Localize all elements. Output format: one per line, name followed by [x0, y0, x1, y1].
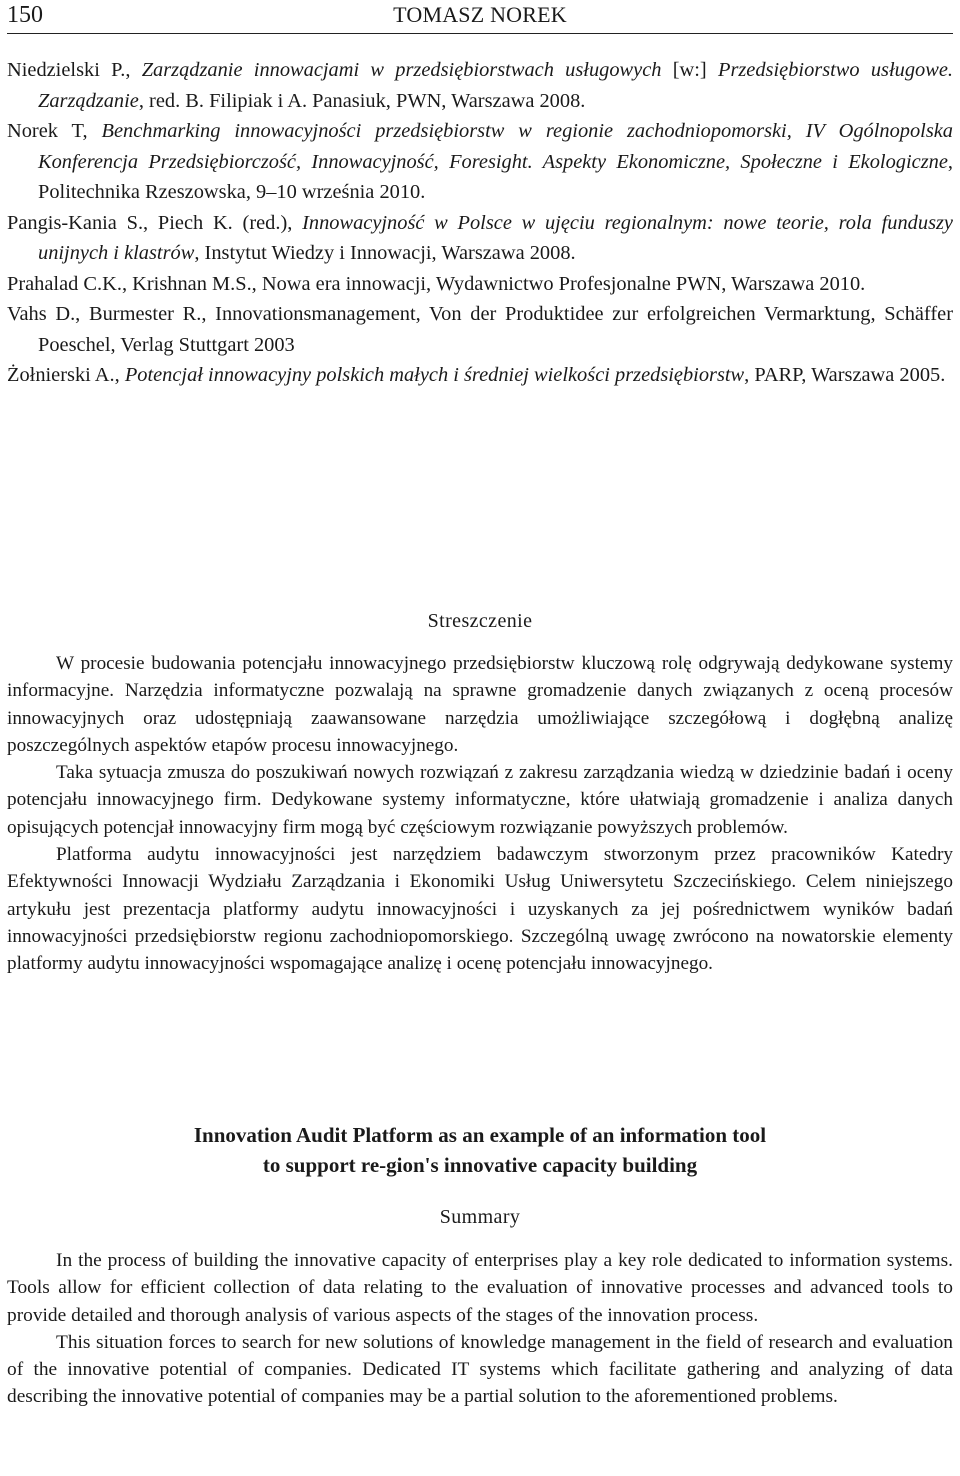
- reference-item: Norek T, Benchmarking innowacyjności przedsiębiorstw w regionie zachodniopomorski, IV Ogólnopolska Konferencja Przedsiębiorczość, Innowacyjność, Foresight. Aspekty Ekonomiczne, Społeczne i Ekologiczne, Politechnika Rzeszowska, 9–10 września 2010.: [7, 120, 953, 203]
- abstract-paragraph: Platforma audytu innowacyjności jest narzędziem badawczym stworzonym przez pracowników Katedry Efektywności Innowacji Wydziału Zarządzania i Ekonomiki Usług Uniwersytetu Szczecińskiego. Celem niniejszego artykułu jest prezentacja platformy audytu innowacyjności i uzyskanych za jej pośrednictwem wyników badań innowacyjności przedsiębiorstw regionu zachodniopomorskiego. Szczególną uwagę zwrócono na nowatorskie elementy platformy audytu innowacyjności wspomagające analizę i ocenę potencjału innowacyjnego.: [7, 844, 953, 975]
- abstract-section: [7, 606, 953, 978]
- running-head: TOMASZ NOREK: [393, 2, 567, 27]
- english-title-line: Innovation Audit Platform as an example of an information tool: [193, 1123, 767, 1147]
- references-list: [7, 55, 953, 391]
- abstract-heading: Streszczenie: [427, 610, 533, 632]
- reference-item: Żołnierski A., Potencjał innowacyjny polskich małych i średniej wielkości przedsiębiorstw, PARP, Warszawa 2005.: [7, 364, 946, 386]
- english-title: [7, 1120, 953, 1180]
- summary-paragraph: This situation forces to search for new solutions of knowledge management in the field of research and evaluation of the innovative potential of companies. Dedicated IT systems which facilitate gathering and analyzing of data describing the innovative potential of companies may be a partial solution to the aforementioned problems.: [7, 1331, 953, 1408]
- page-header: [7, 0, 953, 34]
- english-title-line: to support re-gion's innovative capacity building: [262, 1153, 698, 1177]
- abstract-paragraph: Taka sytuacja zmusza do poszukiwań nowych rozwiązań z zakresu zarządzania wiedzą w dziedzinie badań i oceny potencjału innowacyjnego firm. Dedykowane systemy informatyczne, które ułatwiają gromadzenie i analiza danych opisujących potencjał innowacyjny firm mogą być częściowym rozwiązanie powyższych problemów.: [7, 762, 953, 838]
- summary-section: [7, 1200, 953, 1411]
- reference-item: Niedzielski P., Zarządzanie innowacjami w przedsiębiorstwach usługowych [w:] Przedsiębiorstwo usługowe. Zarządzanie, red. B. Filipiak i A. Panasiuk, PWN, Warszawa 2008.: [7, 59, 953, 112]
- reference-item: Pangis-Kania S., Piech K. (red.), Innowacyjność w Polsce w ujęciu regionalnym: nowe teorie, rola funduszy unijnych i klastrów, Instytut Wiedzy i Innowacji, Warszawa 2008.: [7, 211, 953, 264]
- header-rule: [7, 33, 953, 34]
- abstract-paragraph: W procesie budowania potencjału innowacyjnego przedsiębiorstw kluczową rolę odgrywają dedykowane systemy informacyjne. Narzędzia informatyczne pozwalają na sprawne gromadzenie danych związanych z oceną procesów innowacyjnych oraz udostępniają zaawansowane narzędzia umożliwiające szczegółową i dogłębną analizę poszczególnych aspektów etapów procesu innowacyjnego.: [7, 653, 953, 756]
- reference-item: Prahalad C.K., Krishnan M.S., Nowa era innowacji, Wydawnictwo Profesjonalne PWN, Warszawa 2010.: [7, 272, 866, 295]
- summary-heading: Summary: [439, 1206, 521, 1228]
- page-number: 150: [7, 2, 43, 28]
- summary-paragraph: In the process of building the innovative capacity of enterprises play a key role dedicated to information systems. Tools allow for efficient collection of data relating to the evaluation of innovative processes and advanced tools to provide detailed and thorough analysis of various aspects of the stages of the innovation process.: [7, 1250, 953, 1326]
- reference-item: Vahs D., Burmester R., Innovationsmanagement, Von der Produktidee zur erfolgreichen Vermarktung, Schäffer Poeschel, Verlag Stuttgart 2003: [7, 303, 953, 356]
